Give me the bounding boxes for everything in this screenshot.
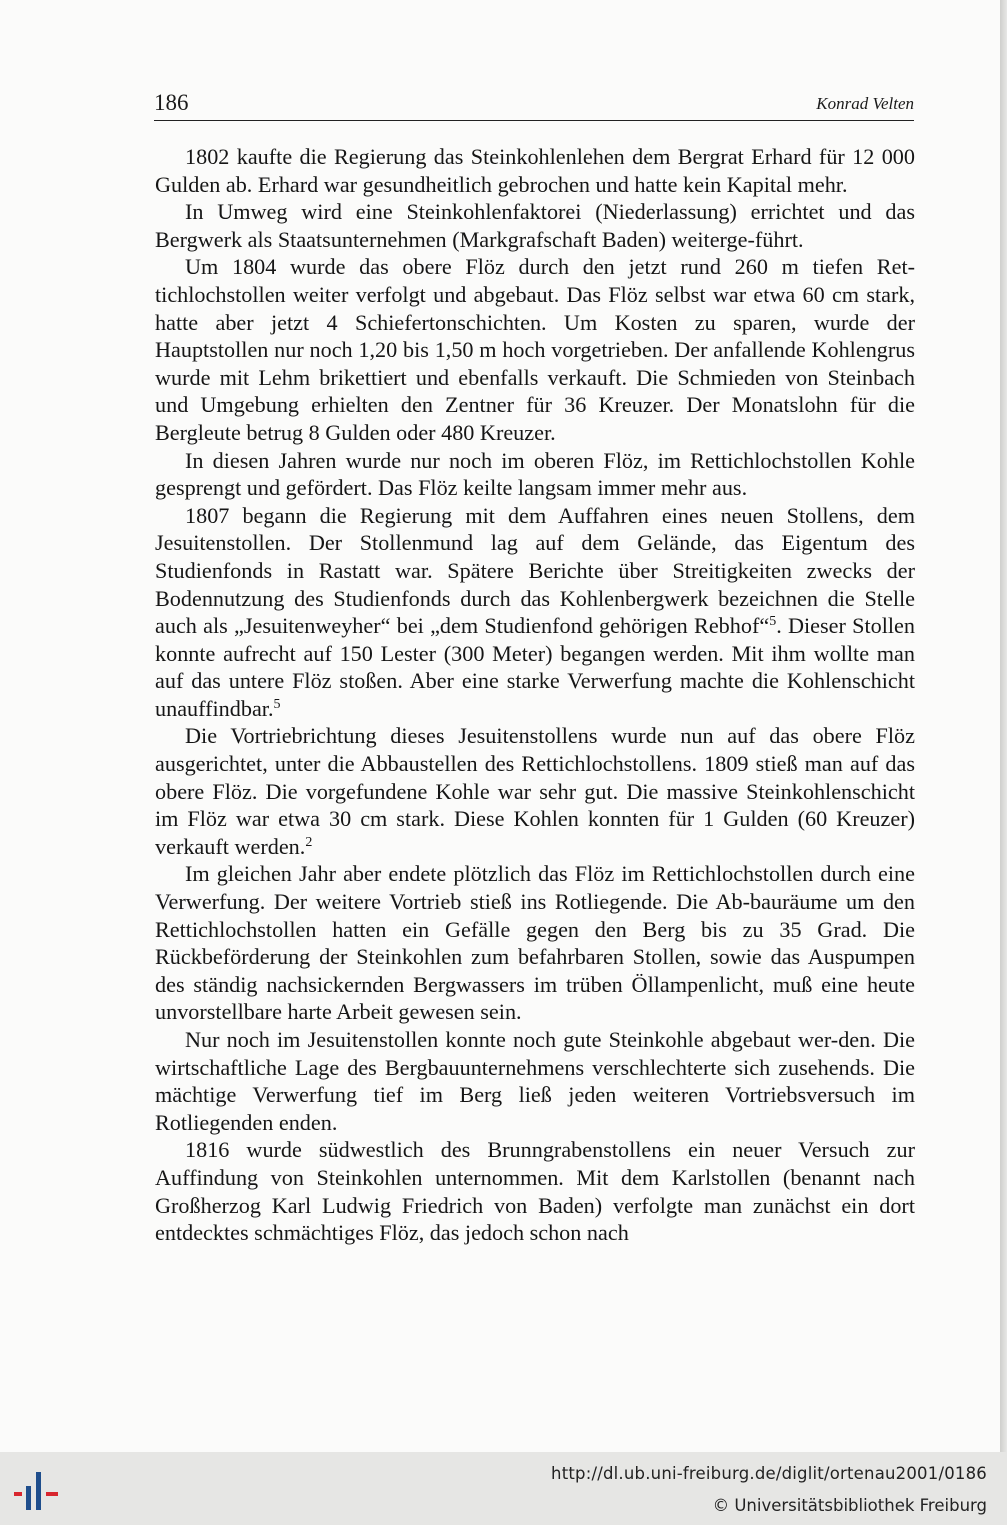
- paragraph: Im gleichen Jahr aber endete plötzlich das Flöz im Rettichlochstollen durch eine Verwerfung. Der weitere Vortrieb stieß ins Rotliegende. Die Ab-bauräume um den Rettichlochstollen hatten ein Gefälle gegen den Berg bis zu 35 Grad. Die Rückbeförderung der Steinkohlen zum befahrbaren Stollen, sowie das Auspumpen des ständig nachsickernden Bergwassers im trüben Öllampenlicht, muß eine heute unvorstellbare harte Arbeit gewesen sein.: [155, 861, 915, 1025]
- running-head: [154, 88, 914, 121]
- running-head-author: Konrad Velten: [816, 94, 914, 113]
- paragraph: In diesen Jahren wurde nur noch im oberen Flöz, im Rettichlochstollen Kohle gesprengt und gefördert. Das Flöz keilte langsam immer mehr aus.: [155, 447, 915, 501]
- paragraph: Nur noch im Jesuitenstollen konnte noch gute Steinkohle abgebaut wer-den. Die wirtschaftliche Lage des Bergbauunternehmens verschlechterte sich zusehends. Die mächtige Verwerfung tief im Berg ließ jeden weiteren Vortriebsversuch im Rotliegenden enden.: [155, 1027, 915, 1135]
- page-edge-shadow: [1000, 0, 1007, 1452]
- paragraph-text: Die Vortriebrichtung dieses Jesuitenstollens wurde nun auf das obere Flöz ausgerichtet, unter die Abbaustellen des Rettichlochstollens. 1809 stieß man auf das obere Flöz. Die vorgefundene Kohle war sehr gut. Die massive Steinkohlenschicht im Flöz war etwa 30 cm stark. Diese Kohlen konnten für 1 Gulden (60 Kreuzer) verkauft werden.: [155, 723, 915, 859]
- footnote-ref: 2: [305, 834, 313, 850]
- footnote-ref: 5: [273, 696, 281, 712]
- paragraph: [155, 502, 915, 723]
- paragraph: 1802 kaufte die Regierung das Steinkohlenlehen dem Bergrat Erhard für 12 000 Gulden ab. Erhard war gesundheitlich gebrochen und hatte kein Kapital mehr.: [155, 144, 915, 197]
- paragraph: 1816 wurde südwestlich des Brunngrabenstollens ein neuer Versuch zur Auffindung von Steinkohlen unternommen. Mit dem Karlstollen (benannt nach Großherzog Karl Ludwig Friedrich von Baden) verfolgte man zunächst ein dort entdecktes schmächtiges Flöz, das jedoch schon nach: [155, 1137, 915, 1246]
- paragraph: Um 1804 wurde das obere Flöz durch den jetzt rund 260 m tiefen Ret-tichlochstollen weiter verfolgt und abgebaut. Das Flöz selbst war etwa 60 cm stark, hatte aber jetzt 4 Schiefertonschichten. Um Kosten zu sparen, wurde der Hauptstollen nur noch 1,20 bis 1,50 m hoch vorgetrieben. Der anfallende Kohlengrus wurde mit Lehm brikettiert und ebenfalls verkauft. Die Schmieden von Steinbach und Umgebung erhielten den Zentner für 36 Kreuzer. Der Monatslohn für die Bergleute betrug 8 Gulden oder 480 Kreuzer.: [155, 254, 915, 445]
- page-number: 186: [154, 90, 189, 115]
- footnote-ref: 5: [769, 614, 777, 630]
- document-url-link[interactable]: http://dl.ub.uni-freiburg.de/diglit/ortenau2001/0186: [551, 1464, 987, 1483]
- copyright-notice: © Universitätsbibliothek Freiburg: [712, 1496, 987, 1515]
- ub-freiburg-logo-icon: [12, 1466, 64, 1512]
- viewer-footer: [0, 1452, 1007, 1525]
- paragraph: [155, 722, 915, 860]
- paragraph-text: . Dieser Stollen konnte aufrecht auf 150 Lester (300 Meter) begangen werden. Mit ihm wollte man auf das untere Flöz stoßen. Aber eine starke Verwerfung machte die Kohlenschicht unauffindbar.: [155, 613, 915, 721]
- paragraph-text: 1807 begann die Regierung mit dem Auffahren eines neuen Stollens, dem Jesuitenstollen. Der Stollenmund lag auf dem Gelände, das Eigentum des Studienfonds in Rastatt war. Spätere Berichte über Streitigkeiten zwecks der Bodennutzung des Studienfonds durch das Kohlenbergwerk bezeichnen die Stelle auch als „Jesuitenweyher“ bei „dem Studienfond gehörigen Rebhof“: [155, 502, 915, 639]
- paragraph: In Umweg wird eine Steinkohlenfaktorei (Niederlassung) errichtet und das Bergwerk als Staatsunternehmen (Markgrafschaft Baden) weiterge-führt.: [155, 199, 915, 252]
- body-text: [155, 143, 915, 1247]
